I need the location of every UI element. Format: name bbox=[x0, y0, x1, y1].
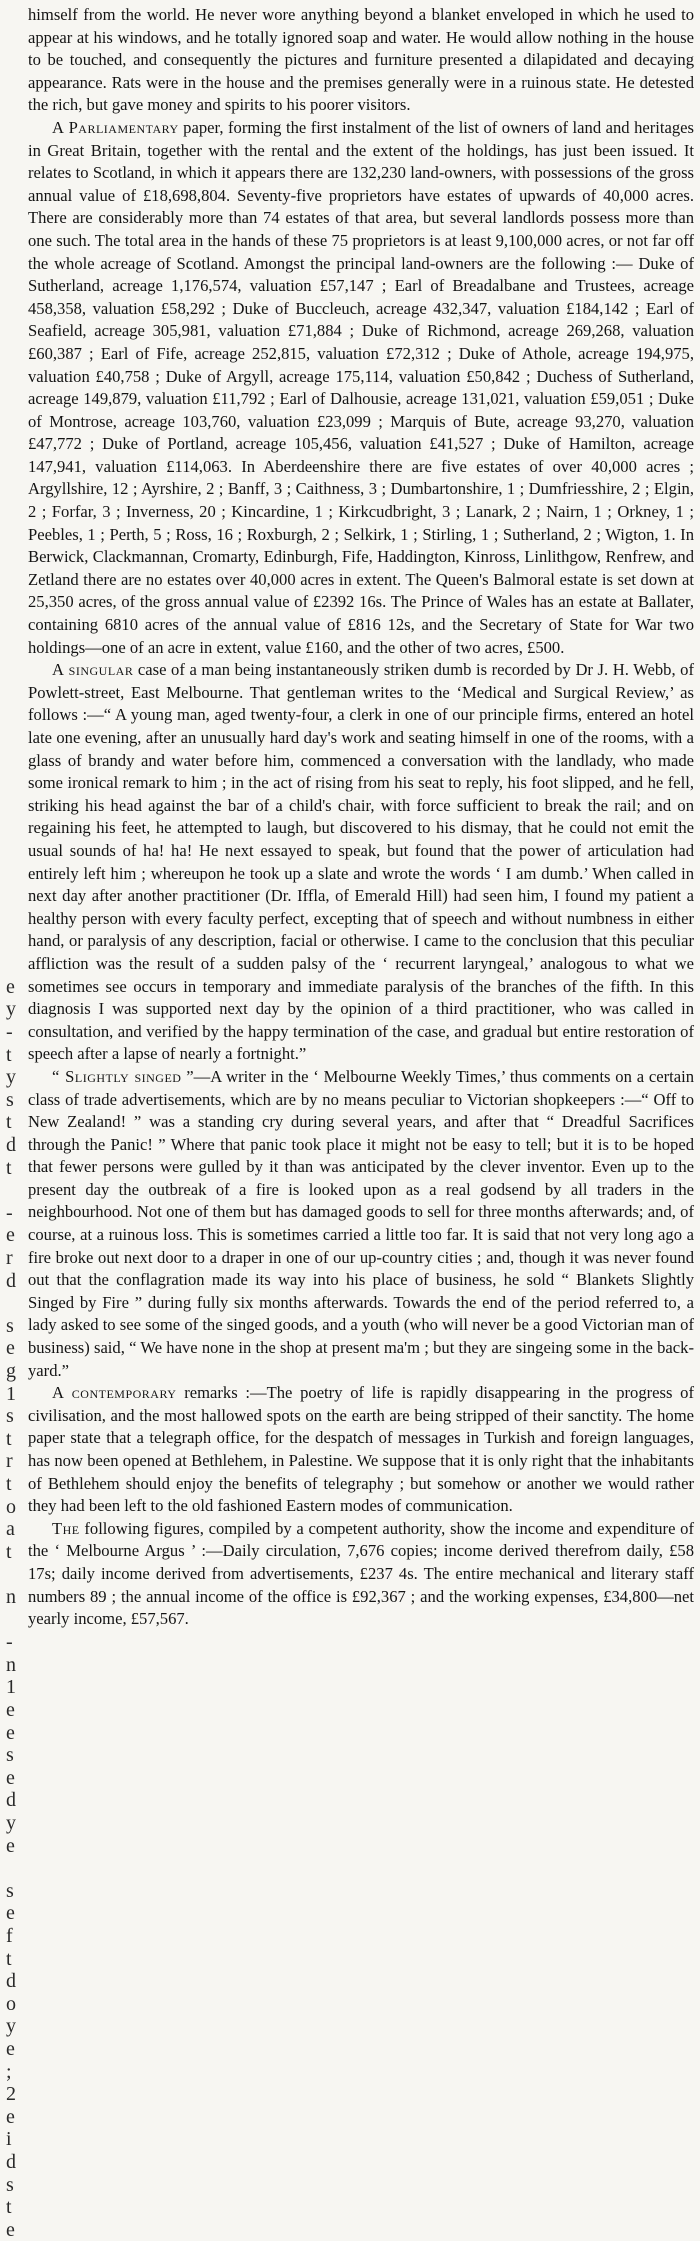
margin-fragment: 2 bbox=[6, 2083, 16, 2106]
news-item bbox=[28, 659, 694, 1066]
margin-fragment: - bbox=[6, 1631, 13, 1654]
margin-fragment: ; bbox=[6, 2060, 12, 2083]
item-lead: A Parliamentary bbox=[52, 117, 179, 137]
margin-fragment: a bbox=[6, 1518, 15, 1541]
margin-fragment: e bbox=[6, 1699, 15, 1721]
margin-fragment: s bbox=[6, 1744, 14, 1767]
margin-fragment: y bbox=[6, 1812, 16, 1834]
item-lead: A contemporary bbox=[52, 1383, 177, 1403]
margin-fragment: r bbox=[6, 1450, 13, 1473]
margin-fragment: s bbox=[6, 1314, 14, 1337]
margin-fragment: y bbox=[6, 2015, 16, 2038]
margin-fragment: - bbox=[6, 1201, 13, 1224]
margin-fragment: t bbox=[6, 1947, 12, 1970]
margin-fragment: f bbox=[6, 1925, 13, 1947]
margin-fragment: s bbox=[6, 2173, 14, 2196]
margin-fragment: t bbox=[6, 2196, 12, 2219]
margin-fragment: d bbox=[6, 2151, 16, 2173]
margin-fragment: o bbox=[6, 1495, 16, 1518]
news-item bbox=[28, 1066, 694, 1382]
margin-fragment: d bbox=[6, 1789, 16, 1812]
item-text: case of a man being instantaneously striken dumb is recorded by Dr J. H. Webb, of Powlett-street, East Melbourne. That gentleman writes to the ‘Medical and Surgical Review,’ as follows :—“ A young man, aged twenty-four, a clerk in one of our principle firms, entered an hotel late one evening, after an unusually hard day's work and seating himself in one of the rooms, with a glass of brandy and water before him, commenced a conversation with the landlady, who made some ironical remark to him ; in the act of rising from his seat to reply, his foot slipped, and he fell, striking his head against the bar of a child's chair, with force sufficient to break the rail; and on regaining his feet, he attempted to laugh, but discovered to his dismay, that he could not emit the usual sounds of ha! ha! He next essayed to speak, but found that the power of articulation had entirely left him ; whereupon he took up a slate and wrote the words ‘ I am dumb.’ When called in next day after another practitioner (Dr. Iffla, of Emerald Hill) had seen him, I found my patient a healthy person with every faculty perfect, excepting that of speech and without numbness in either hand, or paralysis of any description, facial or otherwise. I came to the conclusion that this peculiar affliction was the result of a sudden palsy of the ‘ recurrent laryngeal,’ analogous to what we sometimes see occurs in temporary and immediate paralysis of the branches of the fifth. In this diagnosis I was supported next day by the opinion of a third practitioner, who was called in consultation, and verified by the happy termination of the case, and gradual but entire restoration of speech after a lapse of nearly a fortnight.” bbox=[28, 660, 694, 1064]
margin-fragment: g bbox=[6, 1360, 16, 1382]
item-lead: The bbox=[52, 1518, 80, 1538]
margin-fragment: s bbox=[6, 1405, 14, 1428]
item-lead: “ Slightly singed bbox=[52, 1066, 182, 1086]
margin-fragment: s bbox=[6, 1088, 14, 1111]
margin-fragment: n bbox=[6, 1653, 16, 1676]
margin-fragment: e bbox=[6, 975, 15, 998]
item-text: following figures, compiled by a competent authority, show the income and expenditure of the ‘ Melbourne Argus ’ :—Daily circulation, 7,676 copies; income derived therefrom daily, £58 17s; daily income derived from advertisements, £237 4s. The entire mechanical and literary staff numbers 89 ; the annual income of the office is £92,367 ; and the working expenses, £34,800—net yearly income, £57,567. bbox=[28, 1518, 694, 1629]
margin-fragment: 1 bbox=[6, 1382, 16, 1405]
margin-fragment: y bbox=[6, 998, 16, 1021]
margin-fragment: e bbox=[6, 1224, 15, 1247]
item-lead: A singular bbox=[52, 660, 134, 680]
margin-fragment: i bbox=[6, 2128, 12, 2151]
margin-fragment: e bbox=[6, 1337, 15, 1360]
margin-fragment: t bbox=[6, 1427, 12, 1450]
margin-fragment: 1 bbox=[6, 1676, 16, 1699]
margin-fragment: e bbox=[6, 2038, 15, 2060]
article-continuation bbox=[28, 4, 694, 117]
news-item bbox=[28, 1382, 694, 1518]
item-text: paper, forming the first instalment of the list of owners of land and heritages in Great Britain, together with the rental and the extent of the holdings, has just been issued. It relates to Scotland, in which it appears there are 132,230 land-owners, with possessions of the gross annual value of £18,698,804. Seventy-five proprietors have estates of upwards of 40,000 acres. There are considerably more than 74 estates of that area, but several landlords possess more than one such. The total area in the hands of these 75 proprietors is at least 9,100,000 acres, or not far off the whole acreage of Scotland. Amongst the principal land-owners are the following :— Duke of Sutherland, acreage 1,176,574, valuation £57,147 ; Earl of Breadalbane and Trustees, acreage 458,358, valuation £58,292 ; Duke of Buccleuch, acreage 432,347, valuation £184,142 ; Earl of Seafield, acreage 305,981, valuation £71,884 ; Duke of Richmond, acreage 269,268, valuation £60,387 ; Earl of Fife, acreage 252,815, valuation £72,312 ; Duke of Athole, acreage 194,975, valuation £40,758 ; Duke of Argyll, acreage 175,114, valuation £50,842 ; Duchess of Sutherland, acreage 149,879, valuation £11,792 ; Earl of Dalhousie, acreage 131,021, valuation £59,051 ; Duke of Montrose, acreage 103,760, valuation £23,099 ; Marquis of Bute, acreage 93,270, valuation £47,772 ; Duke of Portland, acreage 105,456, valuation £41,527 ; Duke of Hamilton, acreage 147,941, valuation £114,063. In Aberdeenshire there are five estates of over 40,000 acres ; Argyllshire, 12 ; Ayrshire, 2 ; Banff, 3 ; Caithness, 3 ; Dumbartonshire, 1 ; Dumfriesshire, 2 ; Elgin, 2 ; Forfar, 3 ; Inverness, 20 ; Kincardine, 1 ; Kirkcudbright, 3 ; Lanark, 2 ; Nairn, 1 ; Orkney, 1 ; Peebles, 1 ; Perth, 5 ; Ross, 16 ; Roxburgh, 2 ; Selkirk, 1 ; Stirling, 1 ; Sutherland, 2 ; Wigton, 1. In Berwick, Clackmannan, Cromarty, Edinburgh, Fife, Haddington, Kinross, Linlithgow, Renfrew, and Zetland there are no estates over 40,000 acres in extent. The Queen's Balmoral estate is set down at 25,350 acres, of the gross annual value of £2392 16s. The Prince of Wales has an estate at Ballater, containing 6810 acres of the annual value of £816 12s, and the Secretary of State for War two holdings—one of an acre in extent, value £160, and the other of two acres, £500. bbox=[28, 117, 694, 657]
margin-fragment: e bbox=[6, 1902, 15, 1925]
margin-fragment: y bbox=[6, 1066, 16, 1089]
margin-fragment: e bbox=[6, 1834, 15, 1857]
margin-fragment: - bbox=[6, 1021, 13, 1043]
margin-fragment: t bbox=[6, 1111, 12, 1134]
margin-fragment: d bbox=[6, 1134, 16, 1156]
margin-fragment: t bbox=[6, 1540, 12, 1563]
margin-fragment: t bbox=[6, 1156, 12, 1179]
margin-fragment: e bbox=[6, 1766, 15, 1789]
margin-fragment: n bbox=[6, 1586, 16, 1608]
margin-fragment: d bbox=[6, 1269, 16, 1292]
item-text: himself from the world. He never wore anything beyond a blanket enveloped in which he used to appear at his windows, and he totally ignored soap and water. He would allow nothing in the house to be touched, and consequently the pictures and furniture presented a dilapidated and decaying appearance. Rats were in the house and the premises generally were in a ruinous state. He detested the rich, but gave money and spirits to his poorer visitors. bbox=[28, 5, 694, 115]
margin-fragment: r bbox=[6, 1247, 13, 1269]
article-column bbox=[28, 4, 694, 1631]
news-item bbox=[28, 1518, 694, 1631]
margin-fragment: o bbox=[6, 1992, 16, 2015]
margin-fragment: t bbox=[6, 1473, 12, 1495]
margin-fragment: t bbox=[6, 1043, 12, 1066]
margin-fragment: e bbox=[6, 1721, 15, 1744]
item-text: ”—A writer in the ‘ Melbourne Weekly Times,’ thus comments on a certain class of trade advertisements, which are by no means peculiar to Victorian shopkeepers :—“ Off to New Zealand! ” was a standing cry during several years, and after that “ Dreadful Sacrifices through the Panic! ” Where that panic took place it might not be easy to tell; but it is to be hoped that fewer persons were gulled by it than was anticipated by the clever inventor. Even up to the present day the outbreak of a fire is looked upon as a real godsend by all traders in the neighbourhood. Not one of them but has damaged goods to sell for three months afterwards; and, of course, at a ruinous loss. This is sometimes carried a little too far. It is said that not very long ago a fire broke out next door to a draper in one of our up-country cities ; and, though it was never found out that the conflagration made its way into his place of business, he sold “ Blankets Slightly Singed by Fire ” during fully six months afterwards. Towards the end of the period referred to, a lady asked to see some of the singed goods, and a youth (who will never be a good Victorian man of business) said, “ We have none in the shop at present ma'm ; but they are singeing some in the back-yard.” bbox=[28, 1066, 695, 1380]
news-item bbox=[28, 117, 694, 659]
left-margin-fragments bbox=[0, 0, 28, 2241]
margin-fragment: d bbox=[6, 1970, 16, 1993]
item-text: remarks :—The poetry of life is rapidly disappearing in the progress of civilisation, and the most hallowed spots on the earth are being stripped of their sanctity. The home paper state that a telegraph office, for the despatch of messages in Turkish and foreign languages, has now been opened at Bethlehem, in Palestine. We suppose that it is only right that the inhabitants of Bethlehem should enjoy the benefits of telegraphy ; but somehow or another we would rather they had been left to the old fashioned Eastern modes of communication. bbox=[28, 1383, 694, 1516]
margin-fragment: e bbox=[6, 2105, 15, 2128]
margin-fragment: e bbox=[6, 2218, 15, 2241]
margin-fragment: s bbox=[6, 1879, 14, 1902]
